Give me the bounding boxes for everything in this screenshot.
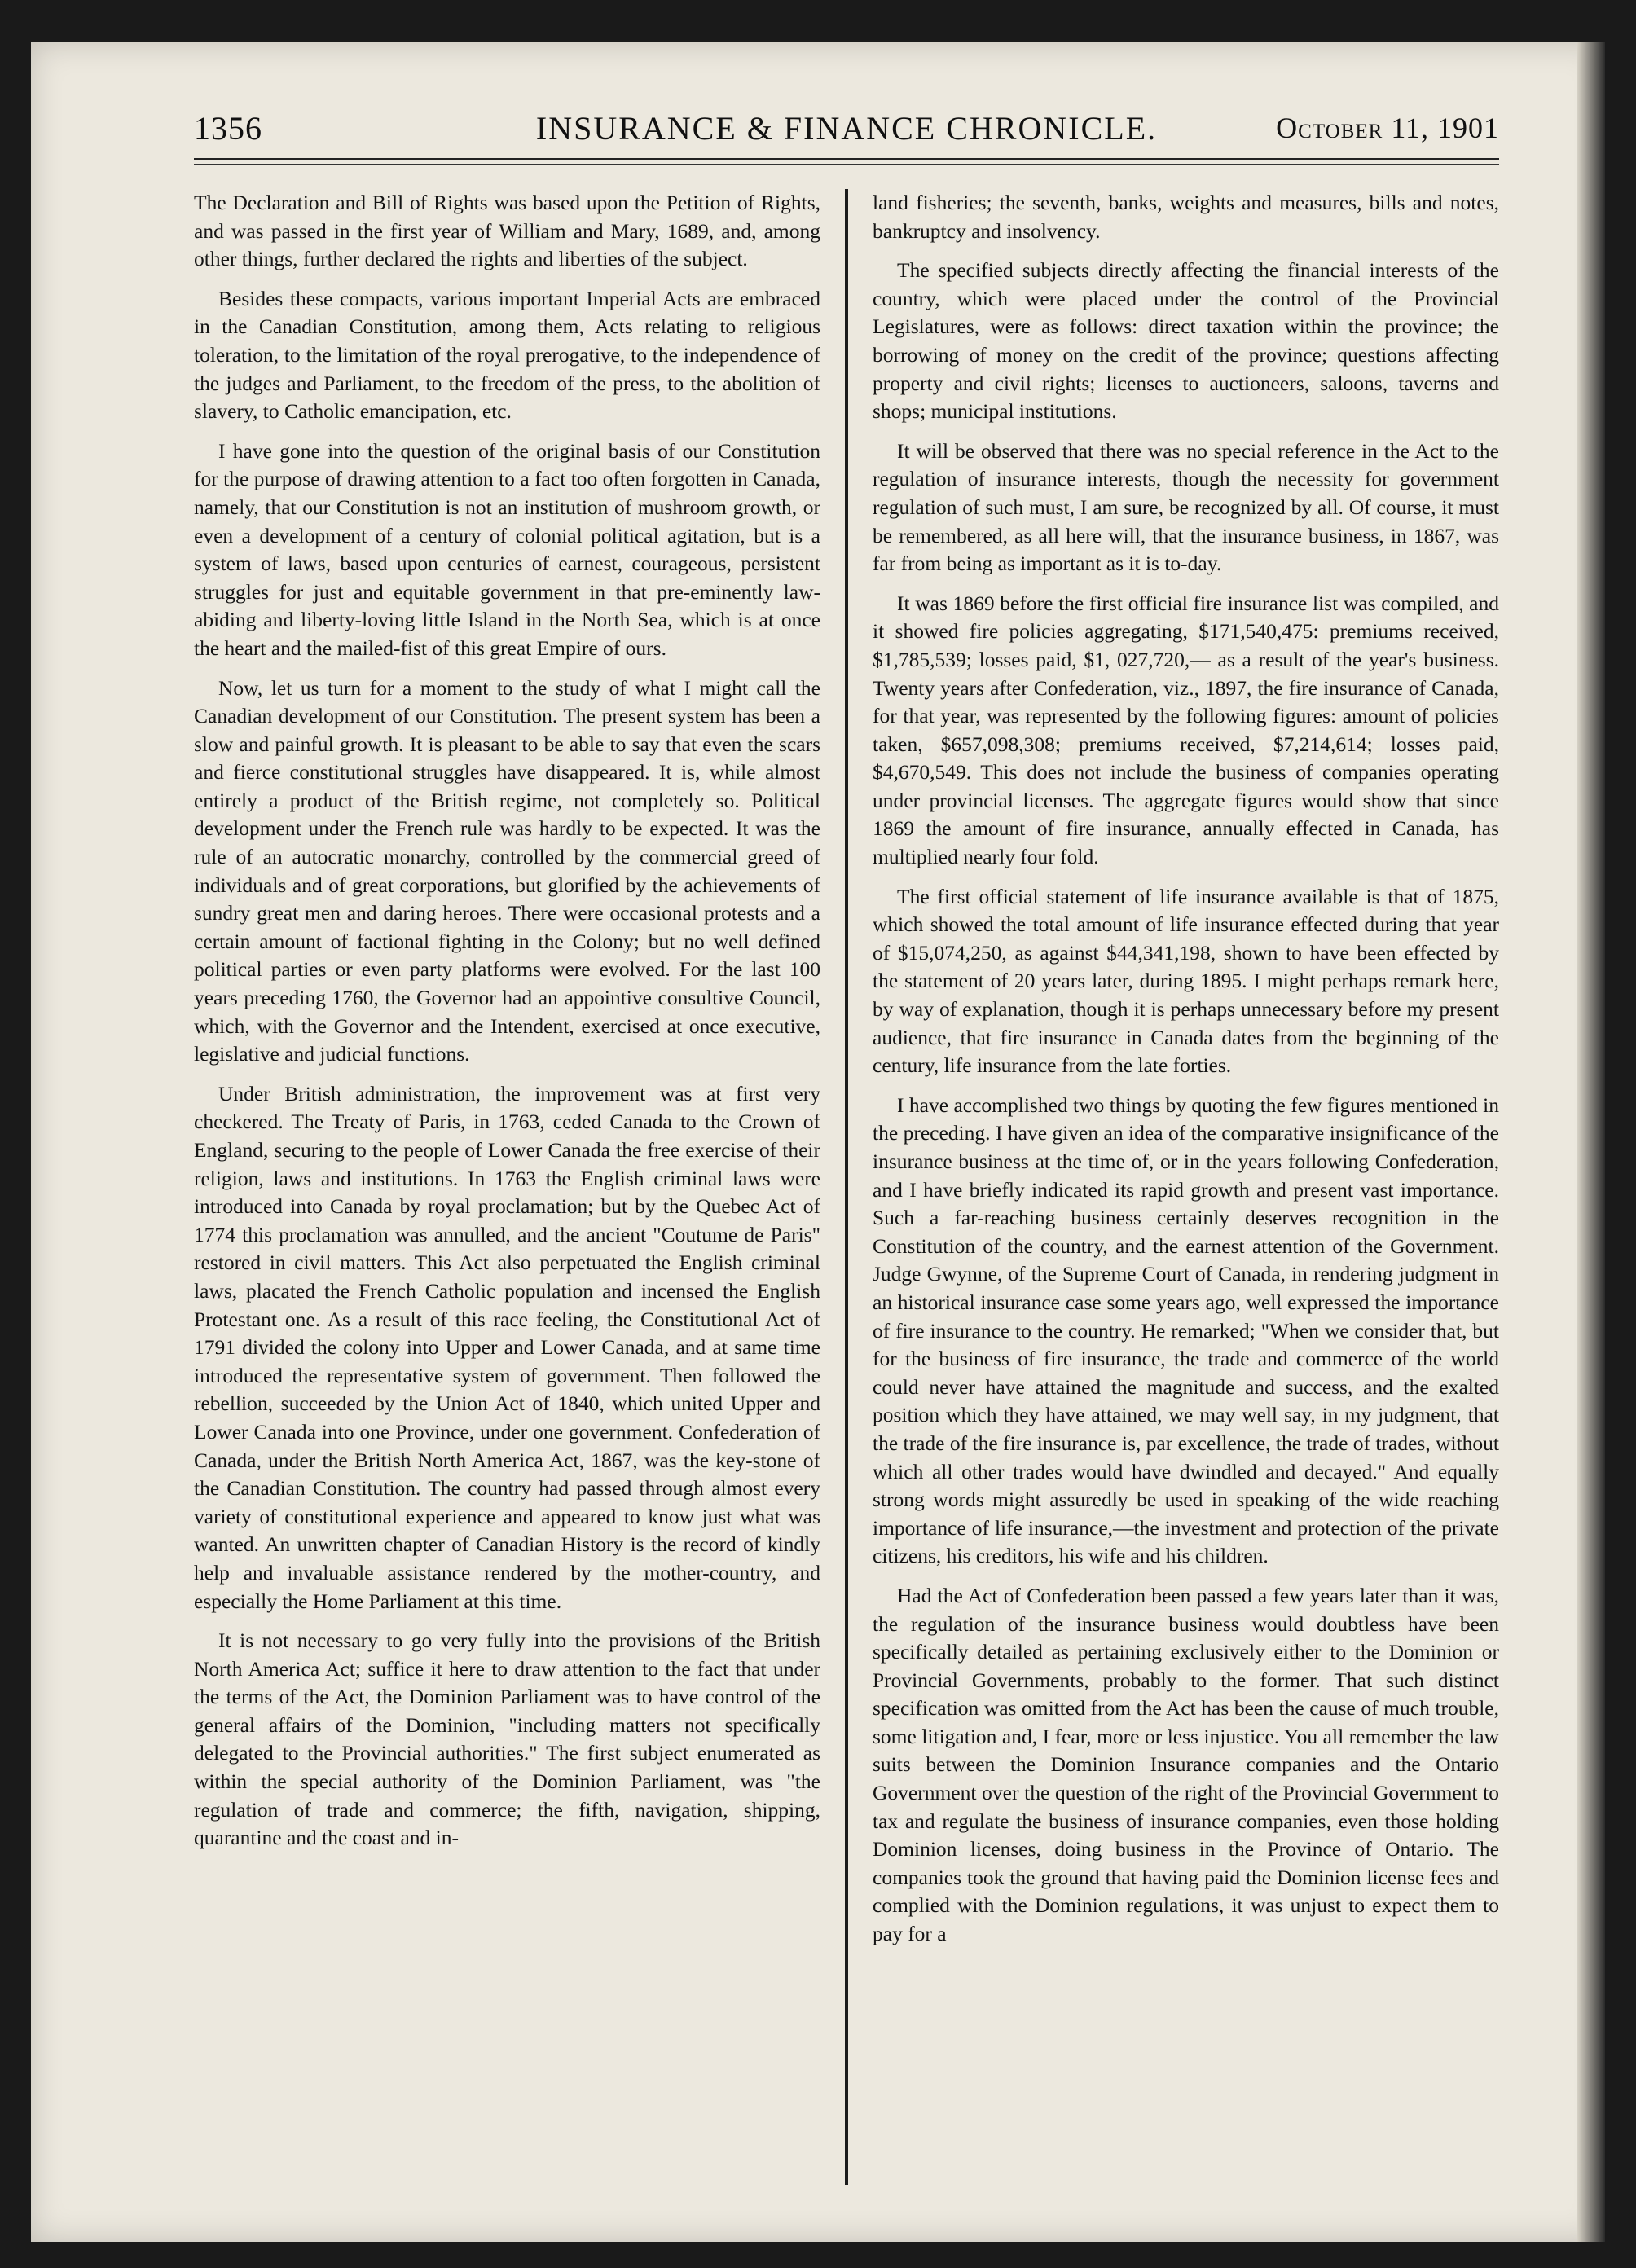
paragraph: land fisheries; the seventh, banks, weights and measures, bills and notes, bankruptcy and insolvency. xyxy=(873,191,1499,243)
right-column xyxy=(873,189,1499,2185)
paragraph: The first official statement of life insurance available is that of 1875, which showed the total amount of life insurance effected during that year of $15,074,250, as against $44,341,198, shown to have been effected by the statement of 20 years later, during 1895. I might perhaps remark here, by way of explanation, though it is perhaps unnecessary before my present audience, that fire insurance in Canada dates from the beginning of the century, life insurance from the late forties. xyxy=(873,884,1499,1078)
paragraph: The Declaration and Bill of Rights was based upon the Petition of Rights, and was passed in the first year of William and Mary, 1689, and, among other things, further declared the rights and liberties of the subject. xyxy=(194,191,820,271)
page-gutter-shadow xyxy=(1577,42,1605,2242)
paragraph: Besides these compacts, various important Imperial Acts are embraced in the Canadian Constitution, among them, Acts relating to religious toleration, to the limitation of the royal prerogative, to the independence of the judges and Parliament, to the freedom of the press, to the abolition of slavery, to Catholic emancipation, etc. xyxy=(194,286,820,424)
paragraph: I have gone into the question of the original basis of our Constitution for the purpose of drawing attention to a fact too often forgotten in Canada, namely, that our Constitution is not an institution of mushroom growth, or even a development of a century of colonial political agitation, but is a system of laws, based upon centuries of earnest, courageous, persistent struggles for just and equitable government in that pre-eminently law-abiding and liberty-loving little Island in the North Sea, which is at once the heart and the mailed-fist of this great Empire of ours. xyxy=(194,438,820,660)
paragraph: It will be observed that there was no special reference in the Act to the regulation of insurance interests, though the necessity for government regulation of such must, I am sure, be recognized by all. Of course, it must be remembered, as all here will, that the insurance business, in 1867, was far from being as important as it is to-day. xyxy=(873,438,1499,576)
header-rule xyxy=(194,158,1499,165)
left-column xyxy=(194,189,820,2185)
newspaper-page xyxy=(31,42,1605,2242)
paragraph: It is not necessary to go very fully into the provisions of the British North America Act; suffice it here to draw attention to the fact that under the terms of the Act, the Dominion Parliament was to have control of the general affairs of the Dominion, "including matters not specifically delegated to the Provincial authorities." The first subject enumerated as within the special authority of the Dominion Parliament, was "the regulation of trade and commerce; the fifth, navigation, shipping, quarantine and the coast and in- xyxy=(194,1628,820,1850)
publication-title: INSURANCE & FINANCE CHRONICLE. xyxy=(535,110,1158,147)
paragraph: Now, let us turn for a moment to the study of what I might call the Canadian development of our Constitution. The present system has been a slow and painful growth. It is pleasant to be able to say that even the scars and fierce constitutional struggles have disappeared. It is, while almost entirely a product of the British regime, not completely so. Political development under the French rule was hardly to be expected. It was the rule of an autocratic monarchy, controlled by the commercial greed of individuals and of great corporations, but glorified by the achievements of sundry great men and daring heroes. There were occasional protests and a certain amount of factional fighting in the Colony; but no well defined political parties or even party platforms were evolved. For the last 100 years preceding 1760, the Governor had an appointive consultive Council, which, with the Governor and the Intendent, exercised at once executive, legislative and judicial functions. xyxy=(194,675,820,1066)
page-number: 1356 xyxy=(194,110,262,147)
paragraph: The specified subjects directly affecting the financial interests of the country, which were placed under the control of the Provincial Legislatures, were as follows: direct taxation within the province; the borrowing of money on the credit of the province; questions affecting property and civil rights; licenses to auctioneers, saloons, taverns and shops; municipal institutions. xyxy=(873,258,1499,424)
paragraph: Had the Act of Confederation been passed a few years later than it was, the regulation of the insurance business would doubtless have been specifically detailed as pertaining exclusively either to the Dominion or Provincial Governments, probably to the former. That such distinct specification was omitted from the Act has been the cause of much trouble, some litigation and, I fear, more or less injustice. You all remember the law suits between the Dominion Insurance companies and the Ontario Government over the question of the right of the Provincial Government to tax and regulate the business of insurance companies, even those holding Dominion licenses, doing business in the Province of Ontario. The companies took the ground that having paid the Dominion license fees and complied with the Dominion regulations, it was unjust to expect them to pay for a xyxy=(873,1583,1499,1946)
article-body xyxy=(194,189,1499,2185)
paragraph: I have accomplished two things by quoting the few figures mentioned in the preceding. I have given an idea of the comparative insignificance of the insurance business at the time of, or in the years following Confederation, and I have briefly indicated its rapid growth and present vast importance. Such a far-reaching business certainly deserves recognition in the Constitution of the country, and the earnest attention of the Government. Judge Gwynne, of the Supreme Court of Canada, in rendering judgment in an historical insurance case some years ago, well expressed the importance of fire insurance to the country. He remarked; "When we consider that, but for the business of fire insurance, the trade and commerce of the world could never have attained the magnitude and success, and the exalted position which they have attained, we may well say, in my judgment, that the trade of the fire insurance is, par excellence, the trade of trades, without which all other trades would have dwindled and decayed." And equally strong words might assuredly be used in speaking of the wide reaching importance of life insurance,—the investment and protection of the private citizens, his creditors, his wife and his children. xyxy=(873,1092,1499,1568)
paragraph: It was 1869 before the first official fire insurance list was compiled, and it showed fire policies aggregating, $171,540,475: premiums received, $1,785,539; losses paid, $1, 027,720,— as a result of the year's business. Twenty years after Confederation, viz., 1897, the fire insurance of Canada, for that year, was represented by the following figures: amount of policies taken, $657,098,308; premiums received, $7,214,614; losses paid, $4,670,549. This does not include the business of companies operating under provincial licenses. The aggregate figures would show that since 1869 the amount of fire insurance, annually effected in Canada, has multiplied nearly four fold. xyxy=(873,591,1499,869)
column-divider xyxy=(845,189,848,2185)
paragraph: Under British administration, the improvement was at first very checkered. The Treaty of Paris, in 1763, ceded Canada to the Crown of England, securing to the people of Lower Canada the free exercise of their religion, laws and institutions. In 1763 the English criminal laws were introduced into Canada by royal proclamation; but by the Quebec Act of 1774 this proclamation was annulled, and the ancient "Coutume de Paris" restored in civil matters. This Act also perpetuated the English criminal laws, placated the French Catholic population and incensed the English Protestant one. As a result of this race feeling, the Constitutional Act of 1791 divided the colony into Upper and Lower Canada, and at same time introduced the representative system of government. Then followed the rebellion, succeeded by the Union Act of 1840, which united Upper and Lower Canada into one Province, under one government. Confederation of Canada, under the British North America Act, 1867, was the key-stone of the Canadian Constitution. The country had passed through almost every variety of constitutional experience and appeared to know just what was wanted. An unwritten chapter of Canadian History is the record of kindly help and invaluable assistance rendered by the mother-country, and especially the Home Parliament at this time. xyxy=(194,1081,820,1613)
issue-date: October 11, 1901 xyxy=(1276,112,1499,144)
